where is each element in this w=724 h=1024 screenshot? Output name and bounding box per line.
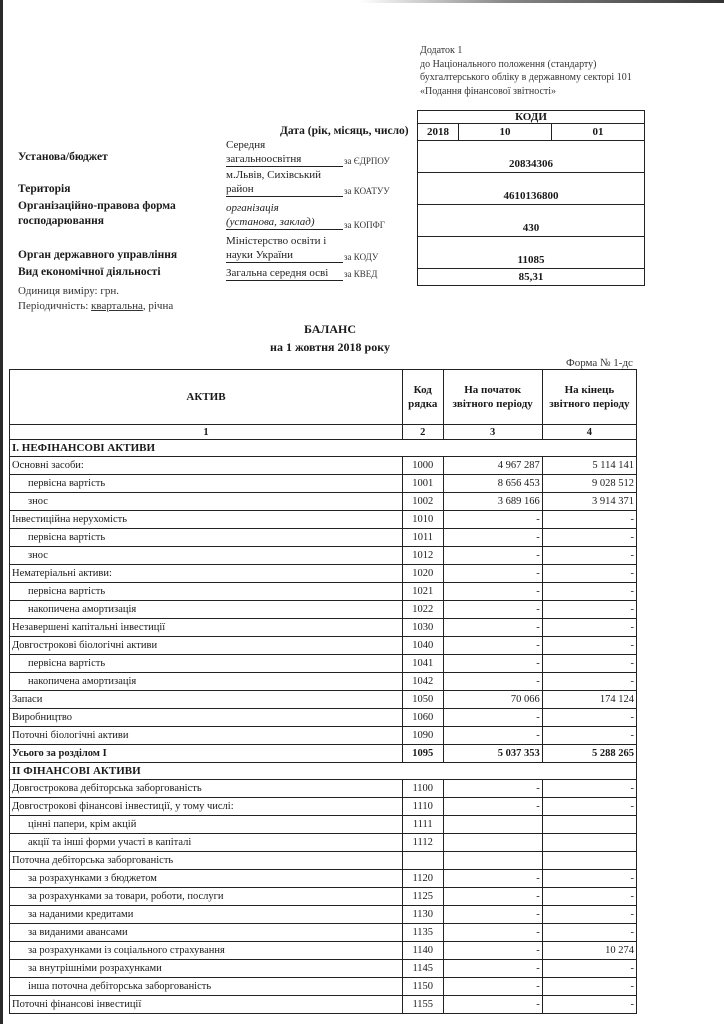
org-form-label-line: Організаційно-правова форма: [18, 200, 176, 212]
row-start-value: 4 967 287: [443, 457, 542, 475]
row-end-value: [542, 816, 636, 834]
row-name: знос: [10, 547, 403, 565]
row-name: Нематеріальні активи:: [10, 565, 403, 583]
total-row: [10, 745, 637, 763]
row-code: 1145: [403, 960, 444, 978]
row-name: за розрахунками з бюджетом: [10, 870, 403, 888]
row-code: 1040: [403, 637, 444, 655]
row-start-value: -: [443, 583, 542, 601]
table-row: [10, 996, 637, 1014]
row-code: 1130: [403, 906, 444, 924]
appendix-note: [420, 44, 632, 98]
row-code: 1060: [403, 709, 444, 727]
row-start-value: 3 689 166: [443, 493, 542, 511]
table-row: [10, 547, 637, 565]
header-start: На початок звітного періоду: [443, 370, 542, 425]
row-code: 1020: [403, 565, 444, 583]
row-start-value: -: [443, 601, 542, 619]
row-start-value: -: [443, 673, 542, 691]
econ-activity-value: [226, 266, 343, 281]
row-code: 1041: [403, 655, 444, 673]
header-end: На кінець звітного періоду: [542, 370, 636, 425]
row-name: Поточні біологічні активи: [10, 727, 403, 745]
econ-activity-label: Вид економічної діяльності: [18, 266, 161, 278]
gov-body-label: Орган державного управління: [18, 249, 178, 261]
row-code: 1010: [403, 511, 444, 529]
row-start-value: -: [443, 727, 542, 745]
row-code: 1000: [403, 457, 444, 475]
row-end-value: -: [542, 709, 636, 727]
row-end-value: [542, 852, 636, 870]
section-row: [10, 440, 637, 457]
row-end-value: -: [542, 511, 636, 529]
org-form-value: [226, 201, 343, 230]
appendix-line: до Національного положення (стандарту): [420, 58, 597, 70]
section-title: І. НЕФІНАНСОВІ АКТИВИ: [10, 440, 637, 457]
row-name: Виробництво: [10, 709, 403, 727]
row-end-value: -: [542, 978, 636, 996]
org-form-label: [18, 199, 176, 229]
date-month: 10: [459, 124, 552, 141]
table-row: [10, 475, 637, 493]
periodicity-selected: квартальна: [91, 300, 143, 312]
row-start-value: -: [443, 565, 542, 583]
row-end-value: 5 288 265: [542, 745, 636, 763]
table-row: [10, 816, 637, 834]
table-row: [10, 888, 637, 906]
row-end-value: 174 124: [542, 691, 636, 709]
form-number: Форма № 1-дс: [566, 357, 633, 369]
row-code: 1095: [403, 745, 444, 763]
row-code: 1042: [403, 673, 444, 691]
table-row: [10, 601, 637, 619]
row-name: Інвестиційна нерухомість: [10, 511, 403, 529]
row-end-value: -: [542, 655, 636, 673]
table-row: [10, 852, 637, 870]
header-activ: АКТИВ: [10, 370, 403, 425]
row-start-value: -: [443, 529, 542, 547]
row-name: первісна вартість: [10, 529, 403, 547]
row-code: 1100: [403, 780, 444, 798]
row-code: 1120: [403, 870, 444, 888]
row-start-value: -: [443, 798, 542, 816]
code-kved: 85,31: [418, 269, 645, 286]
col-number: 4: [542, 425, 636, 440]
document-subtitle: на 1 жовтня 2018 року: [270, 340, 390, 354]
row-name: знос: [10, 493, 403, 511]
row-start-value: -: [443, 655, 542, 673]
table-row: [10, 709, 637, 727]
row-name: накопичена амортизація: [10, 601, 403, 619]
row-code: 1110: [403, 798, 444, 816]
table-row: [10, 780, 637, 798]
row-start-value: -: [443, 924, 542, 942]
row-end-value: -: [542, 601, 636, 619]
col-number: 2: [403, 425, 444, 440]
row-name: первісна вартість: [10, 583, 403, 601]
section-title: ІІ ФІНАНСОВІ АКТИВИ: [10, 763, 637, 780]
appendix-line: «Подання фінансової звітності»: [420, 85, 557, 97]
row-name: за виданими авансами: [10, 924, 403, 942]
scan-edge-left: [0, 0, 3, 1024]
row-start-value: [443, 852, 542, 870]
row-start-value: -: [443, 906, 542, 924]
row-name: за розрахунками за товари, роботи, послуги: [10, 888, 403, 906]
table-row: [10, 691, 637, 709]
gov-body-value-line: науки України: [226, 248, 343, 263]
row-code: 1011: [403, 529, 444, 547]
row-code: 1155: [403, 996, 444, 1014]
row-name: Незавершені капітальні інвестиції: [10, 619, 403, 637]
row-end-value: 9 028 512: [542, 475, 636, 493]
row-end-value: -: [542, 637, 636, 655]
row-start-value: [443, 816, 542, 834]
code-edrpou: 20834306: [418, 141, 645, 173]
periodicity-label: [18, 300, 173, 312]
date-day: 01: [552, 124, 645, 141]
kodu-code-label: за КОДУ: [344, 252, 379, 262]
row-end-value: [542, 834, 636, 852]
table-row: [10, 529, 637, 547]
row-code: 1002: [403, 493, 444, 511]
table-row: [10, 673, 637, 691]
row-code: 1112: [403, 834, 444, 852]
row-code: 1135: [403, 924, 444, 942]
table-row: [10, 727, 637, 745]
institution-value-line: загальноосвітня: [226, 152, 343, 167]
row-end-value: 5 114 141: [542, 457, 636, 475]
row-start-value: -: [443, 942, 542, 960]
row-code: 1140: [403, 942, 444, 960]
code-kodu: 11085: [418, 237, 645, 269]
row-code: [403, 852, 444, 870]
row-end-value: 3 914 371: [542, 493, 636, 511]
table-row: [10, 834, 637, 852]
row-code: 1125: [403, 888, 444, 906]
row-code: 1050: [403, 691, 444, 709]
edrpou-code-label: за ЄДРПОУ: [344, 156, 390, 166]
balance-table-body: [10, 440, 637, 1014]
code-kopfg: 430: [418, 205, 645, 237]
row-name: первісна вартість: [10, 475, 403, 493]
row-start-value: [443, 834, 542, 852]
row-end-value: -: [542, 619, 636, 637]
codes-header: КОДИ: [418, 111, 645, 124]
row-name: за розрахунками із соціального страхування: [10, 942, 403, 960]
row-code: 1012: [403, 547, 444, 565]
row-name: накопичена амортизація: [10, 673, 403, 691]
periodicity-rest: , річна: [142, 300, 174, 312]
date-label: Дата (рік, місяць, число): [280, 125, 409, 137]
row-end-value: -: [542, 870, 636, 888]
row-start-value: -: [443, 637, 542, 655]
date-year: 2018: [418, 124, 459, 141]
row-start-value: -: [443, 780, 542, 798]
codes-table: [417, 110, 645, 286]
section-row: [10, 763, 637, 780]
appendix-line: Додаток 1: [420, 45, 463, 56]
row-end-value: -: [542, 529, 636, 547]
row-end-value: -: [542, 924, 636, 942]
table-row: [10, 924, 637, 942]
row-start-value: -: [443, 709, 542, 727]
row-end-value: -: [542, 960, 636, 978]
col-number: 3: [443, 425, 542, 440]
kopfg-code-label: за КОПФГ: [344, 220, 385, 230]
row-code: 1111: [403, 816, 444, 834]
row-code: 1021: [403, 583, 444, 601]
row-name: Запаси: [10, 691, 403, 709]
econ-activity-value-line: Загальна середня осві: [226, 266, 343, 281]
territory-label: Територія: [18, 183, 71, 195]
row-start-value: -: [443, 960, 542, 978]
row-name: за наданими кредитами: [10, 906, 403, 924]
institution-value: [226, 138, 343, 167]
row-start-value: -: [443, 511, 542, 529]
row-name: Основні засоби:: [10, 457, 403, 475]
scan-edge-top: [360, 0, 724, 3]
row-start-value: -: [443, 978, 542, 996]
row-end-value: -: [542, 727, 636, 745]
row-end-value: -: [542, 906, 636, 924]
periodicity-prefix: Періодичність:: [18, 300, 92, 312]
row-start-value: -: [443, 888, 542, 906]
table-row: [10, 870, 637, 888]
table-row: [10, 565, 637, 583]
table-row: [10, 942, 637, 960]
row-name: цінні папери, крім акцій: [10, 816, 403, 834]
row-end-value: -: [542, 996, 636, 1014]
row-end-value: -: [542, 583, 636, 601]
table-row: [10, 906, 637, 924]
row-name: акції та інші форми участі в капіталі: [10, 834, 403, 852]
row-name: Довгострокова дебіторська заборгованість: [10, 780, 403, 798]
row-name: Довгострокові біологічні активи: [10, 637, 403, 655]
gov-body-value-line: Міністерство освіти і: [226, 235, 327, 247]
territory-value-line: м.Львів, Сихівський: [226, 169, 322, 181]
table-row: [10, 511, 637, 529]
org-form-label-line: господарювання: [18, 215, 105, 227]
table-row: [10, 798, 637, 816]
header-code: Код рядка: [403, 370, 444, 425]
table-row: [10, 637, 637, 655]
org-form-value-line: організація: [226, 202, 279, 214]
territory-value: [226, 168, 343, 197]
row-start-value: -: [443, 619, 542, 637]
code-koatuu: 4610136800: [418, 173, 645, 205]
row-end-value: -: [542, 565, 636, 583]
col-number: 1: [10, 425, 403, 440]
table-row: [10, 978, 637, 996]
koatuu-code-label: за КОАТУУ: [344, 186, 390, 196]
row-code: 1090: [403, 727, 444, 745]
row-code: 1030: [403, 619, 444, 637]
row-code: 1150: [403, 978, 444, 996]
territory-value-line: район: [226, 182, 343, 197]
table-row: [10, 619, 637, 637]
table-row: [10, 457, 637, 475]
table-row: [10, 960, 637, 978]
table-row: [10, 655, 637, 673]
table-row: [10, 493, 637, 511]
row-code: 1022: [403, 601, 444, 619]
org-form-value-line: (установа, заклад): [226, 215, 343, 230]
institution-value-line: Середня: [226, 139, 266, 151]
row-name: за внутрішніми розрахунками: [10, 960, 403, 978]
row-start-value: 5 037 353: [443, 745, 542, 763]
row-start-value: 8 656 453: [443, 475, 542, 493]
kved-code-label: за КВЕД: [344, 269, 378, 279]
document-title: БАЛАНС: [303, 322, 357, 336]
row-end-value: 10 274: [542, 942, 636, 960]
unit-label: Одиниця виміру: грн.: [18, 285, 120, 297]
gov-body-value: [226, 234, 343, 263]
row-end-value: -: [542, 888, 636, 906]
row-name: Довгострокові фінансові інвестиції, у тому числі:: [10, 798, 403, 816]
balance-table: [9, 369, 637, 1014]
appendix-line: бухгалтерського обліку в державному секторі 101: [420, 72, 632, 83]
row-end-value: -: [542, 798, 636, 816]
row-code: 1001: [403, 475, 444, 493]
row-name: Поточні фінансові інвестиції: [10, 996, 403, 1014]
institution-label: Установа/бюджет: [18, 151, 108, 163]
row-start-value: 70 066: [443, 691, 542, 709]
row-start-value: -: [443, 870, 542, 888]
row-end-value: -: [542, 673, 636, 691]
row-end-value: -: [542, 780, 636, 798]
row-start-value: -: [443, 547, 542, 565]
row-name: інша поточна дебіторська заборгованість: [10, 978, 403, 996]
row-name: Поточна дебіторська заборгованість: [10, 852, 403, 870]
row-end-value: -: [542, 547, 636, 565]
row-start-value: -: [443, 996, 542, 1014]
row-name: Усього за розділом І: [10, 745, 403, 763]
row-name: первісна вартість: [10, 655, 403, 673]
table-row: [10, 583, 637, 601]
